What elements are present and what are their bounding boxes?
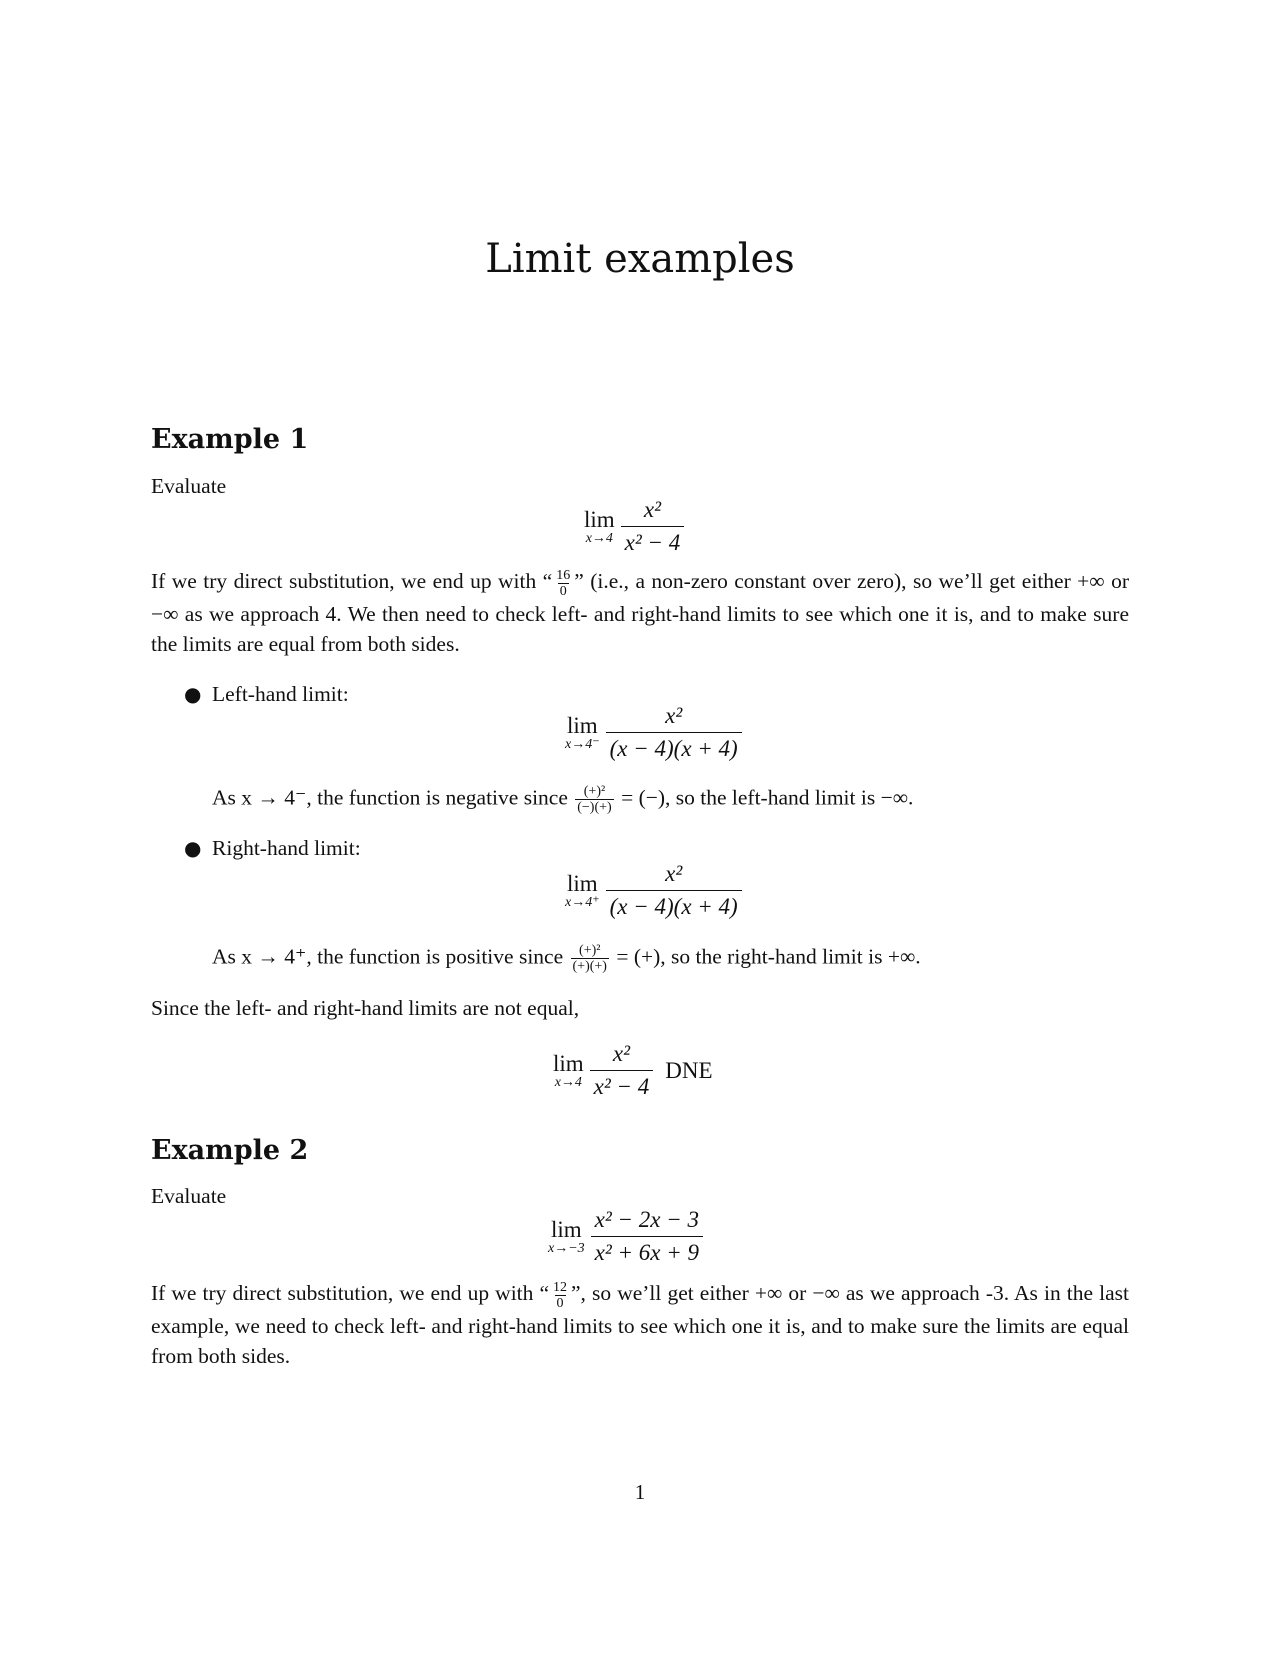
example-1-paragraph: If we try direct substitution, we end up with “ $\frac{16}{0}$ ” (i.e., a non-zero constant over zero), so we’ll get either +∞ or −∞ as we approach 4. We then need to check left- and right-hand limits to see which one it is, and to make sure the limits are equal from both sides. bbox=[151, 567, 1129, 656]
inline-fraction: (+)² (+)(+) bbox=[572, 943, 607, 974]
left-hand-limit-label: Left-hand limit: bbox=[212, 682, 349, 706]
left-hand-limit-expression: lim x→4⁻ $\frac{\text{x²}}{(x - 4)(x + 4)}$ bbox=[565, 702, 742, 763]
right-hand-explanation: As x → 4⁺, the function is positive since (+)² (+)(+) = (+), so the right-hand limit is +∞. bbox=[212, 943, 921, 974]
example-1-limit-expression bbox=[584, 496, 684, 557]
example-2-paragraph: If we try direct substitution, we end up with “ $\frac{12}{0}$ ”, so we’ll get either +∞ or −∞ as we approach -3. As in the last example, we need to check left- and right-hand limits to see which one it is, and to make sure the limits are equal from both sides. bbox=[151, 1279, 1129, 1368]
example-1-evaluate: Evaluate bbox=[151, 474, 227, 498]
right-hand-limit-expression: lim x→4⁺ $\frac{\text{x²}}{(x - 4)(x + 4)}$ bbox=[565, 860, 742, 921]
inline-fraction: $\frac{16}{0}$ bbox=[556, 567, 571, 599]
example-1-result-expression: lim x→4 $\frac{\text{x²}}{\text{x² − 4}}$ DNE bbox=[553, 1041, 713, 1099]
limit-fraction: $\frac{\text{x²}}{\text{x² − 4}}$ bbox=[621, 496, 685, 557]
bullet-marker: ● bbox=[184, 836, 202, 860]
example-1-heading: Example 1 bbox=[151, 424, 309, 455]
lim-operator: lim x→4 bbox=[584, 506, 615, 546]
left-hand-explanation: As x → 4⁻, the function is negative since (+)² (−)(+) = (−), so the left-hand limit is −∞. bbox=[212, 784, 914, 815]
example-2-limit-expression: lim x→−3 $\frac{\text{x² − 2x − 3}}{\text{x² + 6x + 9}}$ bbox=[548, 1206, 703, 1267]
page-number: 1 bbox=[634, 1480, 646, 1504]
inline-fraction: (+)² (−)(+) bbox=[577, 784, 612, 815]
page-title: Limit examples bbox=[485, 236, 795, 282]
result-dne: DNE bbox=[665, 1057, 713, 1083]
right-hand-limit-label: Right-hand limit: bbox=[212, 836, 361, 860]
inline-fraction: $\frac{12}{0}$ bbox=[553, 1279, 568, 1311]
example-1-conclusion: Since the left- and right-hand limits are not equal, bbox=[151, 996, 580, 1020]
bullet-marker: ● bbox=[184, 682, 202, 706]
example-2-heading: Example 2 bbox=[151, 1135, 309, 1166]
example-2-evaluate: Evaluate bbox=[151, 1184, 227, 1208]
